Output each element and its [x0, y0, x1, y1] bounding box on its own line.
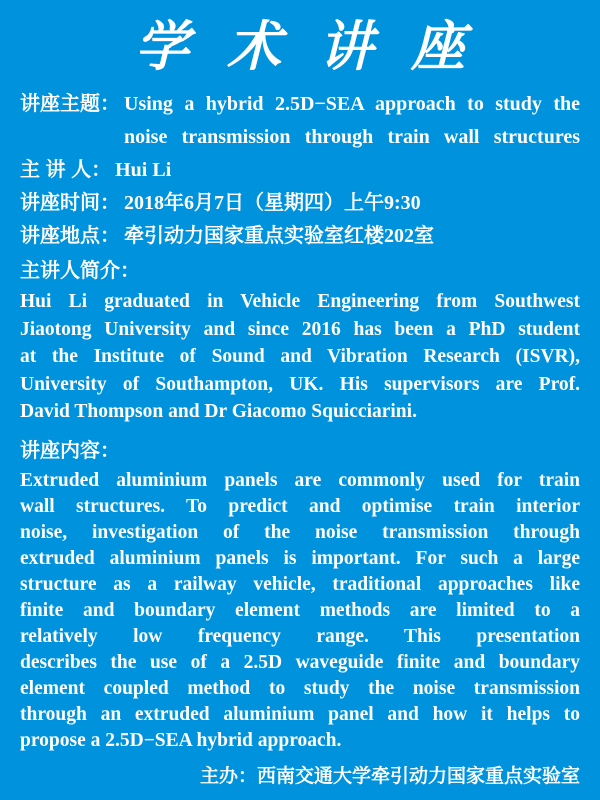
speaker-row: [20, 154, 580, 187]
text-line: noise, investigation of the noise transmission through: [20, 521, 580, 543]
text-line: Jiaotong University and since 2016 has been a PhD student: [20, 318, 580, 340]
text-line: describes the use of a 2.5D waveguide finite and boundary: [20, 651, 580, 673]
organizer-footer: 主办：西南交通大学牵引动力国家重点实验室: [199, 766, 580, 787]
bio-section-label: 主讲人简介：: [20, 260, 140, 282]
poster-body: [0, 86, 600, 754]
time-value: 2018年6月7日（星期四）上午9:30: [124, 192, 421, 214]
text-line: David Thompson and Dr Giacomo Squicciarini.: [20, 401, 417, 422]
bio-paragraph: [20, 288, 580, 426]
text-line: Hui Li graduated in Vehicle Engineering from Southwest: [20, 291, 580, 312]
time-row: [20, 187, 580, 220]
content-section-label: 讲座内容：: [20, 439, 120, 462]
text-line: structure as a railway vehicle, traditional approaches like: [20, 573, 580, 595]
text-line: element coupled method to study the noise transmission: [20, 677, 580, 699]
place-value: 牵引动力国家重点实验室红楼202室: [124, 225, 434, 247]
topic-row: [20, 88, 580, 154]
topic-text: [124, 88, 580, 154]
text-line: through an extruded aluminium panel and how it helps to: [20, 703, 580, 725]
text-line: Extruded aluminium panels are commonly used for train: [20, 469, 580, 491]
text-line: at the Institute of Sound and Vibration Research (ISVR),: [20, 346, 580, 367]
text-line: noise transmission through train wall structures: [124, 126, 580, 148]
content-paragraph: [20, 468, 580, 754]
speaker-label: 主 讲 人：: [20, 159, 112, 181]
text-line: relatively low frequency range. This presentation: [20, 625, 580, 647]
text-line: wall structures. To predict and optimise train interior: [20, 495, 580, 517]
topic-label: 讲座主题：: [20, 93, 120, 115]
place-row: [20, 220, 580, 253]
speaker-value: Hui Li: [115, 159, 172, 181]
poster-title: [0, 0, 600, 86]
text-line: extruded aluminium panels is important. For such a large: [20, 547, 580, 569]
text-line: finite and boundary element methods are limited to a: [20, 599, 580, 621]
place-label: 讲座地点：: [20, 225, 120, 247]
text-line: Using a hybrid 2.5D−SEA approach to study the: [124, 93, 580, 115]
time-label: 讲座时间：: [20, 192, 120, 214]
text-line: propose a 2.5D−SEA hybrid approach.: [20, 729, 342, 751]
text-line: University of Southampton, UK. His supervisors are Prof.: [20, 373, 580, 395]
poster-title-text: 学术讲座: [135, 17, 503, 77]
